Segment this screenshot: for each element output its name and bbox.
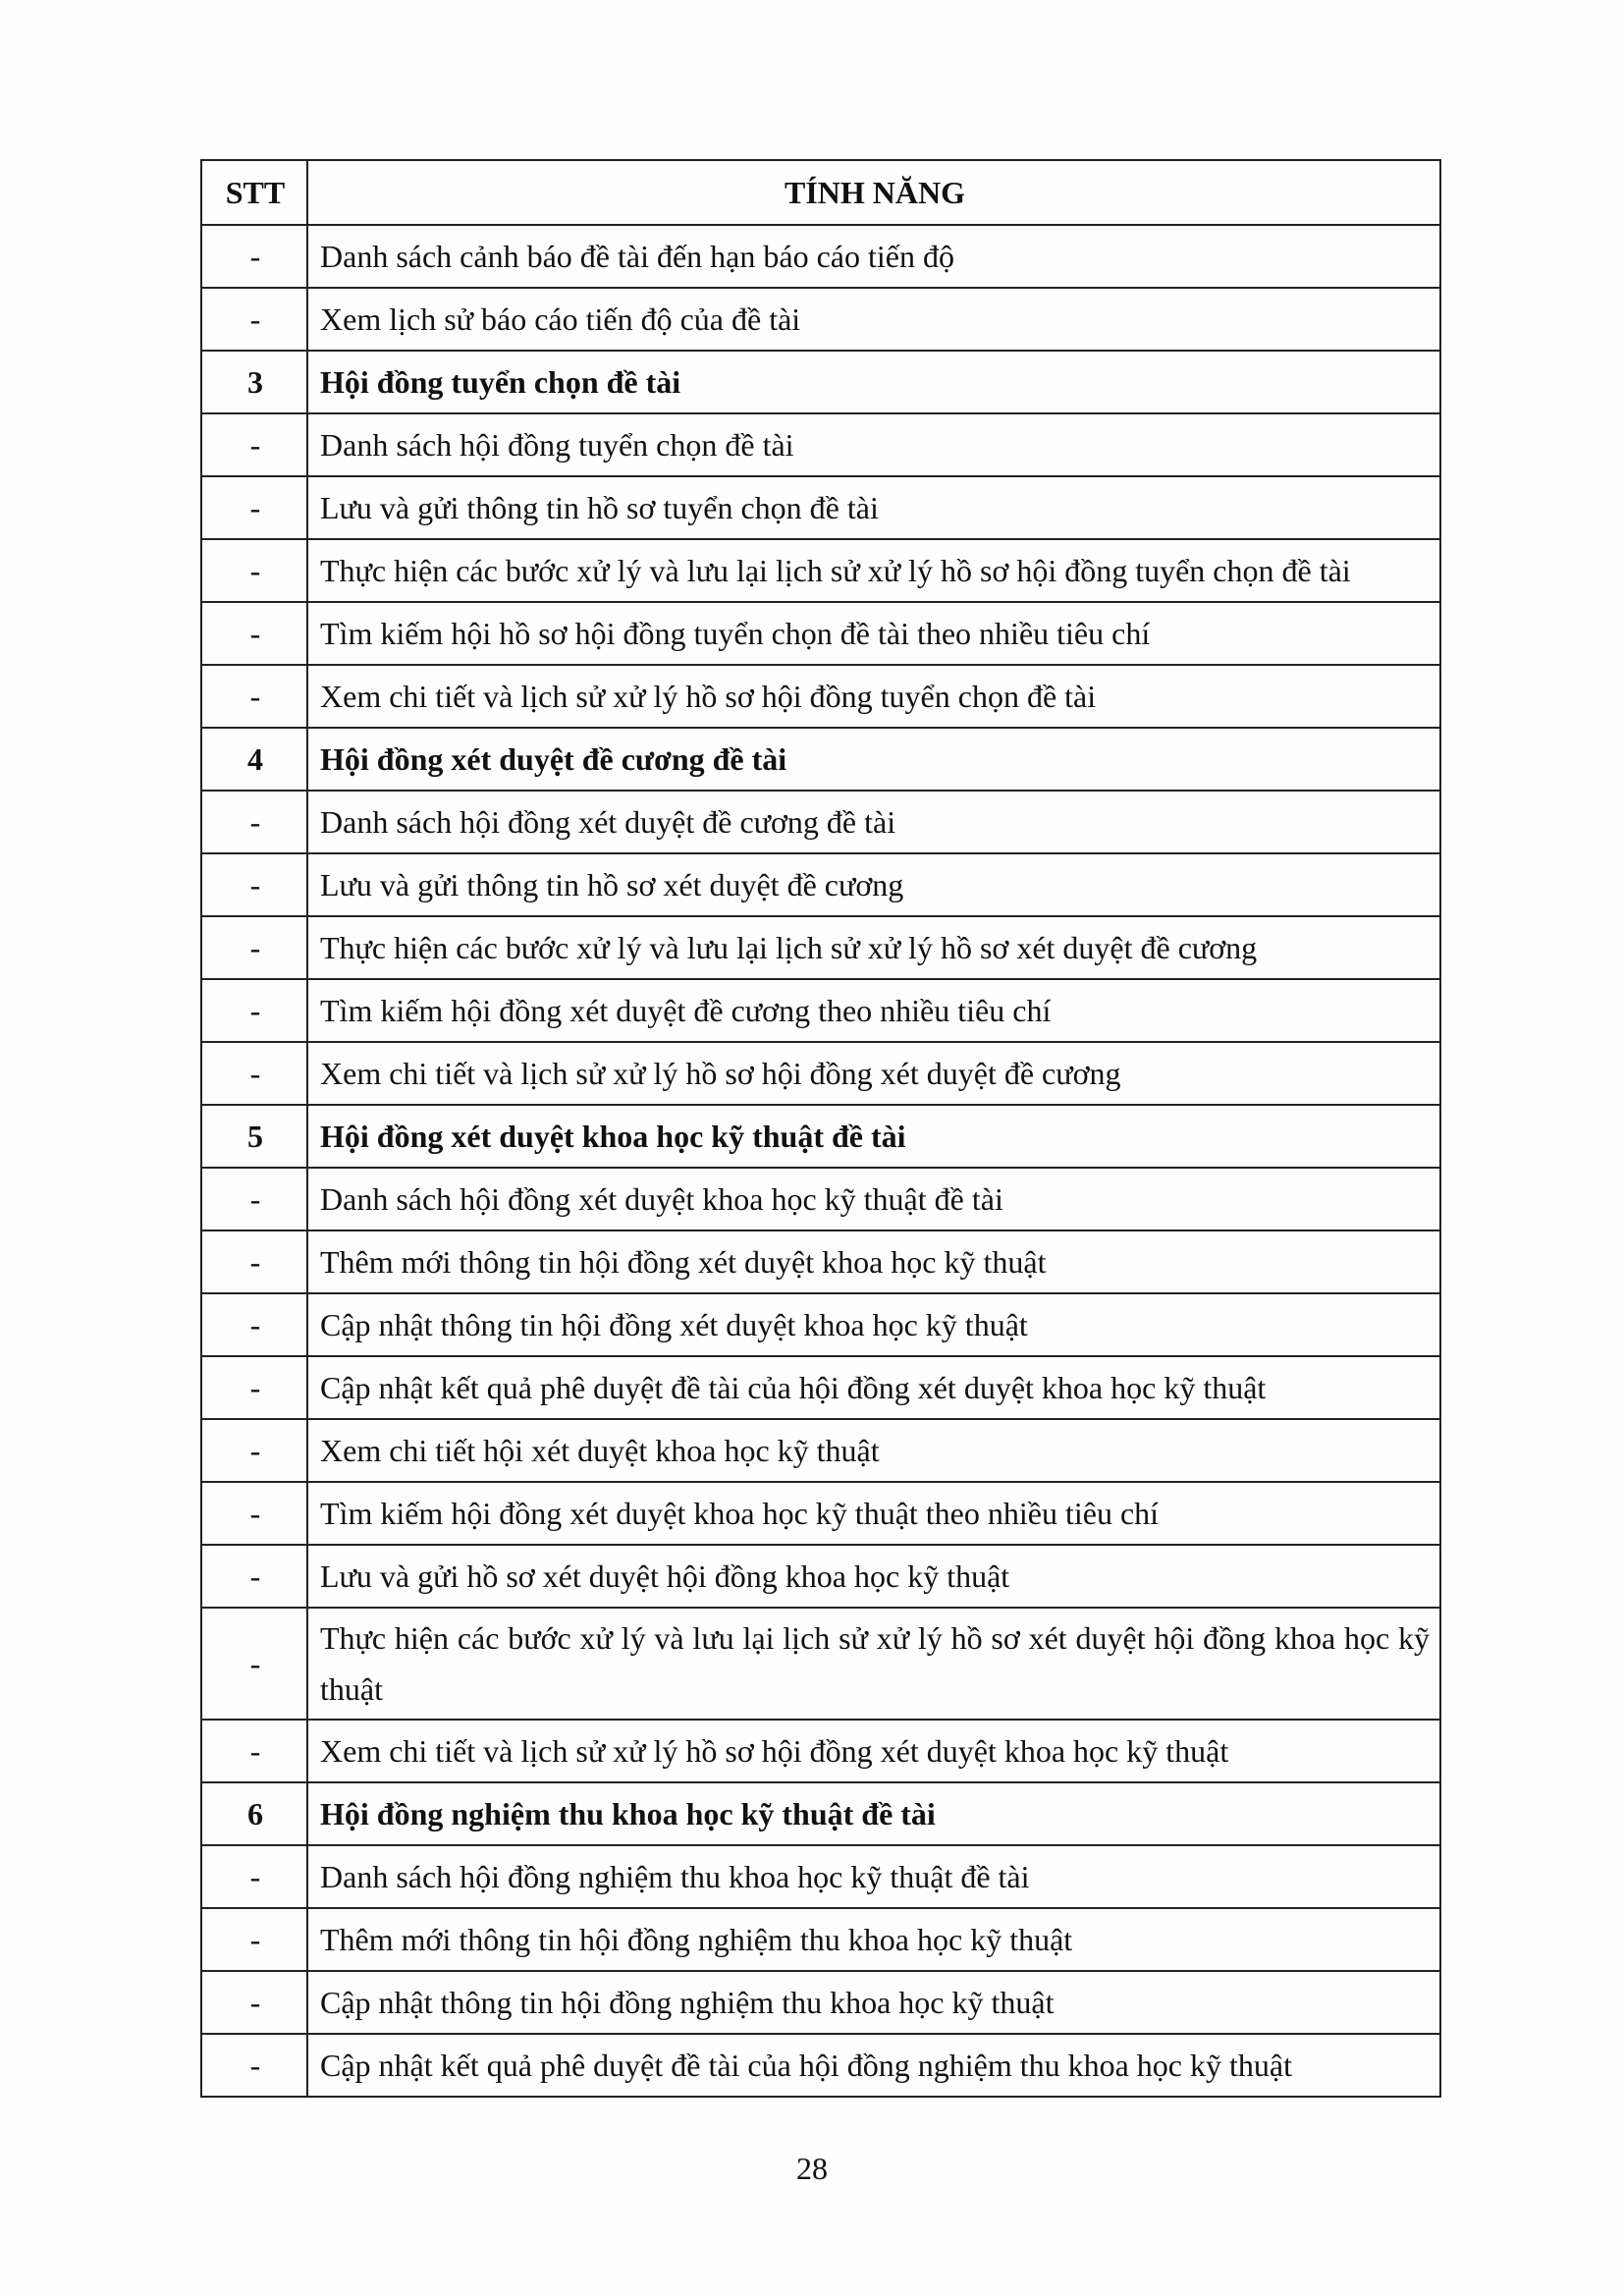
table-row [201, 1293, 1440, 1356]
stt-cell: - [201, 539, 307, 602]
section-row [201, 1105, 1440, 1168]
table-row [201, 1845, 1440, 1908]
stt-cell: - [201, 1230, 307, 1293]
stt-cell: 6 [201, 1782, 307, 1845]
feature-cell: Danh sách hội đồng xét duyệt khoa học kỹ thuật đề tài [307, 1168, 1440, 1230]
table-row [201, 1042, 1440, 1105]
feature-cell: Lưu và gửi thông tin hồ sơ tuyển chọn đề tài [307, 476, 1440, 539]
feature-cell: Thực hiện các bước xử lý và lưu lại lịch sử xử lý hồ sơ hội đồng tuyển chọn đề tài [307, 539, 1440, 602]
stt-cell: - [201, 1545, 307, 1608]
stt-cell: 3 [201, 351, 307, 413]
stt-cell: - [201, 1293, 307, 1356]
table-row [201, 1356, 1440, 1419]
feature-cell: Danh sách cảnh báo đề tài đến hạn báo cáo tiến độ [307, 225, 1440, 288]
stt-cell: - [201, 1845, 307, 1908]
table-row [201, 2034, 1440, 2097]
feature-cell: Danh sách hội đồng nghiệm thu khoa học kỹ thuật đề tài [307, 1845, 1440, 1908]
stt-cell: - [201, 225, 307, 288]
table-row [201, 288, 1440, 351]
stt-cell: - [201, 476, 307, 539]
table-body [201, 225, 1440, 2097]
stt-cell: - [201, 1168, 307, 1230]
feature-cell: Thực hiện các bước xử lý và lưu lại lịch sử xử lý hồ sơ xét duyệt đề cương [307, 916, 1440, 979]
table-row [201, 916, 1440, 979]
feature-cell: Cập nhật thông tin hội đồng nghiệm thu khoa học kỹ thuật [307, 1971, 1440, 2034]
table-row [201, 979, 1440, 1042]
feature-cell: Cập nhật kết quả phê duyệt đề tài của hội đồng nghiệm thu khoa học kỹ thuật [307, 2034, 1440, 2097]
feature-cell: Cập nhật thông tin hội đồng xét duyệt khoa học kỹ thuật [307, 1293, 1440, 1356]
stt-cell: - [201, 1419, 307, 1482]
stt-cell: - [201, 1971, 307, 2034]
feature-cell: Thực hiện các bước xử lý và lưu lại lịch sử xử lý hồ sơ xét duyệt hội đồng khoa học kỹ thuật [307, 1608, 1440, 1720]
stt-column-header: STT [201, 160, 307, 225]
feature-cell: Xem chi tiết và lịch sử xử lý hồ sơ hội đồng tuyển chọn đề tài [307, 665, 1440, 728]
feature-cell: Cập nhật kết quả phê duyệt đề tài của hội đồng xét duyệt khoa học kỹ thuật [307, 1356, 1440, 1419]
table-row [201, 1482, 1440, 1545]
table-row [201, 1419, 1440, 1482]
stt-cell: - [201, 1042, 307, 1105]
feature-cell: Danh sách hội đồng xét duyệt đề cương đề tài [307, 791, 1440, 853]
feature-cell: Tìm kiếm hội đồng xét duyệt đề cương theo nhiều tiêu chí [307, 979, 1440, 1042]
section-row [201, 1782, 1440, 1845]
stt-cell: - [201, 1720, 307, 1782]
table-row [201, 476, 1440, 539]
section-title-cell: Hội đồng nghiệm thu khoa học kỹ thuật đề tài [307, 1782, 1440, 1845]
feature-cell: Tìm kiếm hội đồng xét duyệt khoa học kỹ thuật theo nhiều tiêu chí [307, 1482, 1440, 1545]
features-table [200, 159, 1441, 2098]
feature-column-header: TÍNH NĂNG [307, 160, 1440, 225]
feature-cell: Tìm kiếm hội hồ sơ hội đồng tuyển chọn đề tài theo nhiều tiêu chí [307, 602, 1440, 665]
table-row [201, 665, 1440, 728]
feature-cell: Xem chi tiết và lịch sử xử lý hồ sơ hội đồng xét duyệt khoa học kỹ thuật [307, 1720, 1440, 1782]
feature-cell: Lưu và gửi thông tin hồ sơ xét duyệt đề cương [307, 853, 1440, 916]
feature-cell: Xem chi tiết hội xét duyệt khoa học kỹ thuật [307, 1419, 1440, 1482]
table-row [201, 1608, 1440, 1720]
feature-cell: Xem lịch sử báo cáo tiến độ của đề tài [307, 288, 1440, 351]
table-row [201, 413, 1440, 476]
stt-cell: 5 [201, 1105, 307, 1168]
stt-cell: - [201, 916, 307, 979]
stt-cell: - [201, 1482, 307, 1545]
table-row [201, 1971, 1440, 2034]
stt-cell: - [201, 288, 307, 351]
feature-cell: Thêm mới thông tin hội đồng xét duyệt khoa học kỹ thuật [307, 1230, 1440, 1293]
table-row [201, 539, 1440, 602]
section-title-cell: Hội đồng xét duyệt khoa học kỹ thuật đề tài [307, 1105, 1440, 1168]
table-row [201, 853, 1440, 916]
stt-cell: - [201, 979, 307, 1042]
feature-cell: Thêm mới thông tin hội đồng nghiệm thu khoa học kỹ thuật [307, 1908, 1440, 1971]
stt-cell: - [201, 853, 307, 916]
feature-cell: Xem chi tiết và lịch sử xử lý hồ sơ hội đồng xét duyệt đề cương [307, 1042, 1440, 1105]
table-row [201, 225, 1440, 288]
stt-cell: - [201, 665, 307, 728]
stt-cell: - [201, 1908, 307, 1971]
stt-cell: - [201, 602, 307, 665]
feature-cell: Danh sách hội đồng tuyển chọn đề tài [307, 413, 1440, 476]
table-row [201, 1545, 1440, 1608]
stt-cell: - [201, 1356, 307, 1419]
table-header-row [201, 160, 1440, 225]
stt-cell: - [201, 413, 307, 476]
table-row [201, 791, 1440, 853]
stt-cell: - [201, 2034, 307, 2097]
stt-cell: 4 [201, 728, 307, 791]
section-title-cell: Hội đồng tuyển chọn đề tài [307, 351, 1440, 413]
table-row [201, 1230, 1440, 1293]
table-row [201, 602, 1440, 665]
feature-cell: Lưu và gửi hồ sơ xét duyệt hội đồng khoa học kỹ thuật [307, 1545, 1440, 1608]
section-title-cell: Hội đồng xét duyệt đề cương đề tài [307, 728, 1440, 791]
page-number: 28 [796, 2151, 828, 2186]
table-row [201, 1908, 1440, 1971]
table-row [201, 1720, 1440, 1782]
section-row [201, 728, 1440, 791]
stt-cell: - [201, 791, 307, 853]
section-row [201, 351, 1440, 413]
table-row [201, 1168, 1440, 1230]
stt-cell: - [201, 1608, 307, 1720]
